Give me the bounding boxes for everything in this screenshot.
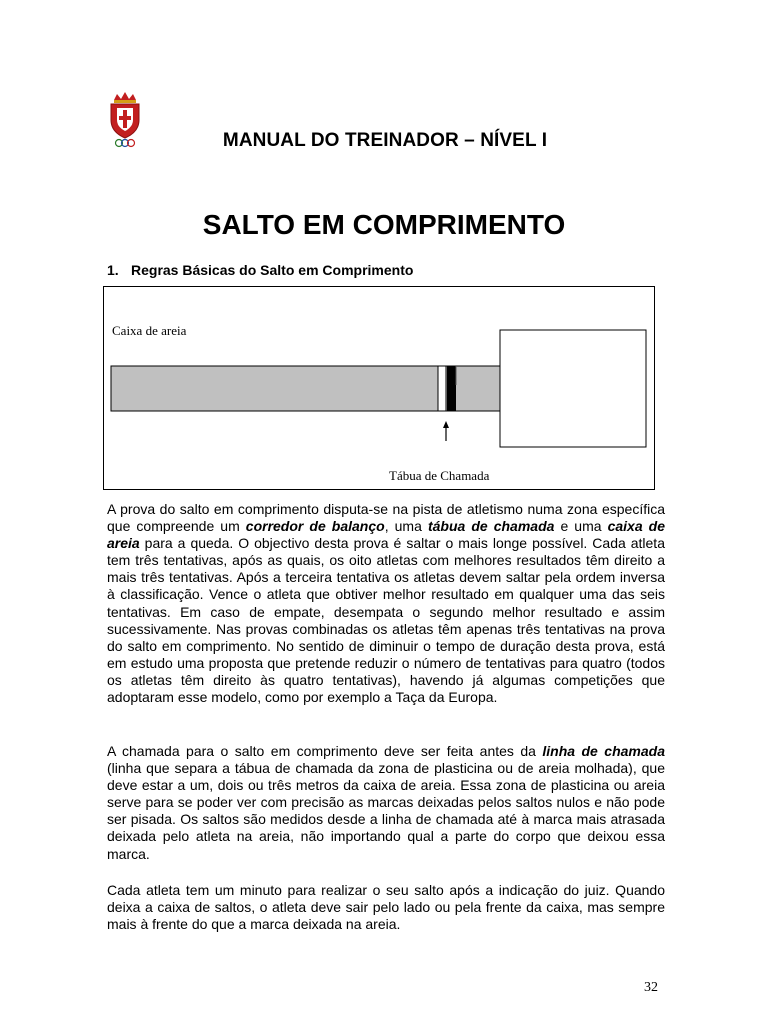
emphasis-term: tábua de chamada [427,518,555,535]
paragraph-text: (linha que separa a tábua de chamada da zona de plasticina ou de areia molhada), que deve estar a um, dois ou três metros da caixa de areia. Essa zona de plasticina ou areia serve para se poder ver com precisão as marcas deixadas pelos saltos nulos e não pode ser pisada. Os saltos são medidos desde a linha de chamada até à marca mais atrasada deixada pelo atleta na areia, não importando qual a parte do corpo que deixou essa marca. [107,760,665,862]
long-jump-diagram [103,286,655,490]
emphasis-term: linha de chamada [542,743,665,759]
page-number: 32 [644,980,658,995]
paragraph-text: A chamada para o salto em comprimento deve ser feita antes da [107,743,543,759]
paragraph-text: para a queda. O objectivo desta prova é saltar o mais longe possível. Cada atleta tem três tentativas, após as quais, os oito atletas com melhores resultados têm direito a mais três tentativas. Após a terceira tentativa os atletas devem saltar pela ordem inversa à classificação. Vence o atleta que obtiver melhor resultado em qualquer uma das seis tentativas. Em caso de empate, desempata o segundo melhor resultado e assim sucessivamente. Nas provas combinadas os atletas têm apenas três tentativas na prova do salto em comprimento. No sentido de diminuir o tempo de duração desta prova, está em estudo uma proposta que pretende reduzir o número de tentativas para quatro (todos os atletas têm direito às quatro tentativas), havendo já algumas competições que adoptaram esse modelo, como por exemplo a Taça da Europa. [107,535,665,706]
paragraph-1 [107,501,665,706]
paragraph-2 [107,743,665,863]
manual-header-title: MANUAL DO TREINADOR – NÍVEL I [222,130,548,151]
section-heading-text: Regras Básicas do Salto em Comprimento [131,262,414,278]
sand-pit [500,330,646,447]
section-number: 1. [107,262,119,278]
paragraph-text: Cada atleta tem um minuto para realizar o seu salto após a indicação do juiz. Quando deixa a caixa de saltos, o atleta deve sair pelo lado ou pela frente da caixa, mas sempre mais à frente do que a marca deixada na areia. [107,882,665,933]
emphasis-term: caixa de areia [107,518,665,552]
paragraph-3 [107,882,665,933]
plasticine-strip [438,366,446,411]
paragraph-text: e uma [554,518,608,535]
takeoff-board-label: Tábua de Chamada [389,468,490,483]
takeoff-board [447,366,456,411]
sand-pit-label: Caixa de areia [112,323,187,338]
paragraph-text: , uma [384,518,428,535]
emphasis-term: corredor de balanço [245,518,385,535]
up-arrow-icon [443,421,449,441]
paragraph-text: A prova do salto em comprimento disputa-se na pista de atletismo numa zona específica que compreende um [107,501,665,535]
section-heading [107,262,413,278]
page-title: SALTO EM COMPRIMENTO [202,209,566,240]
